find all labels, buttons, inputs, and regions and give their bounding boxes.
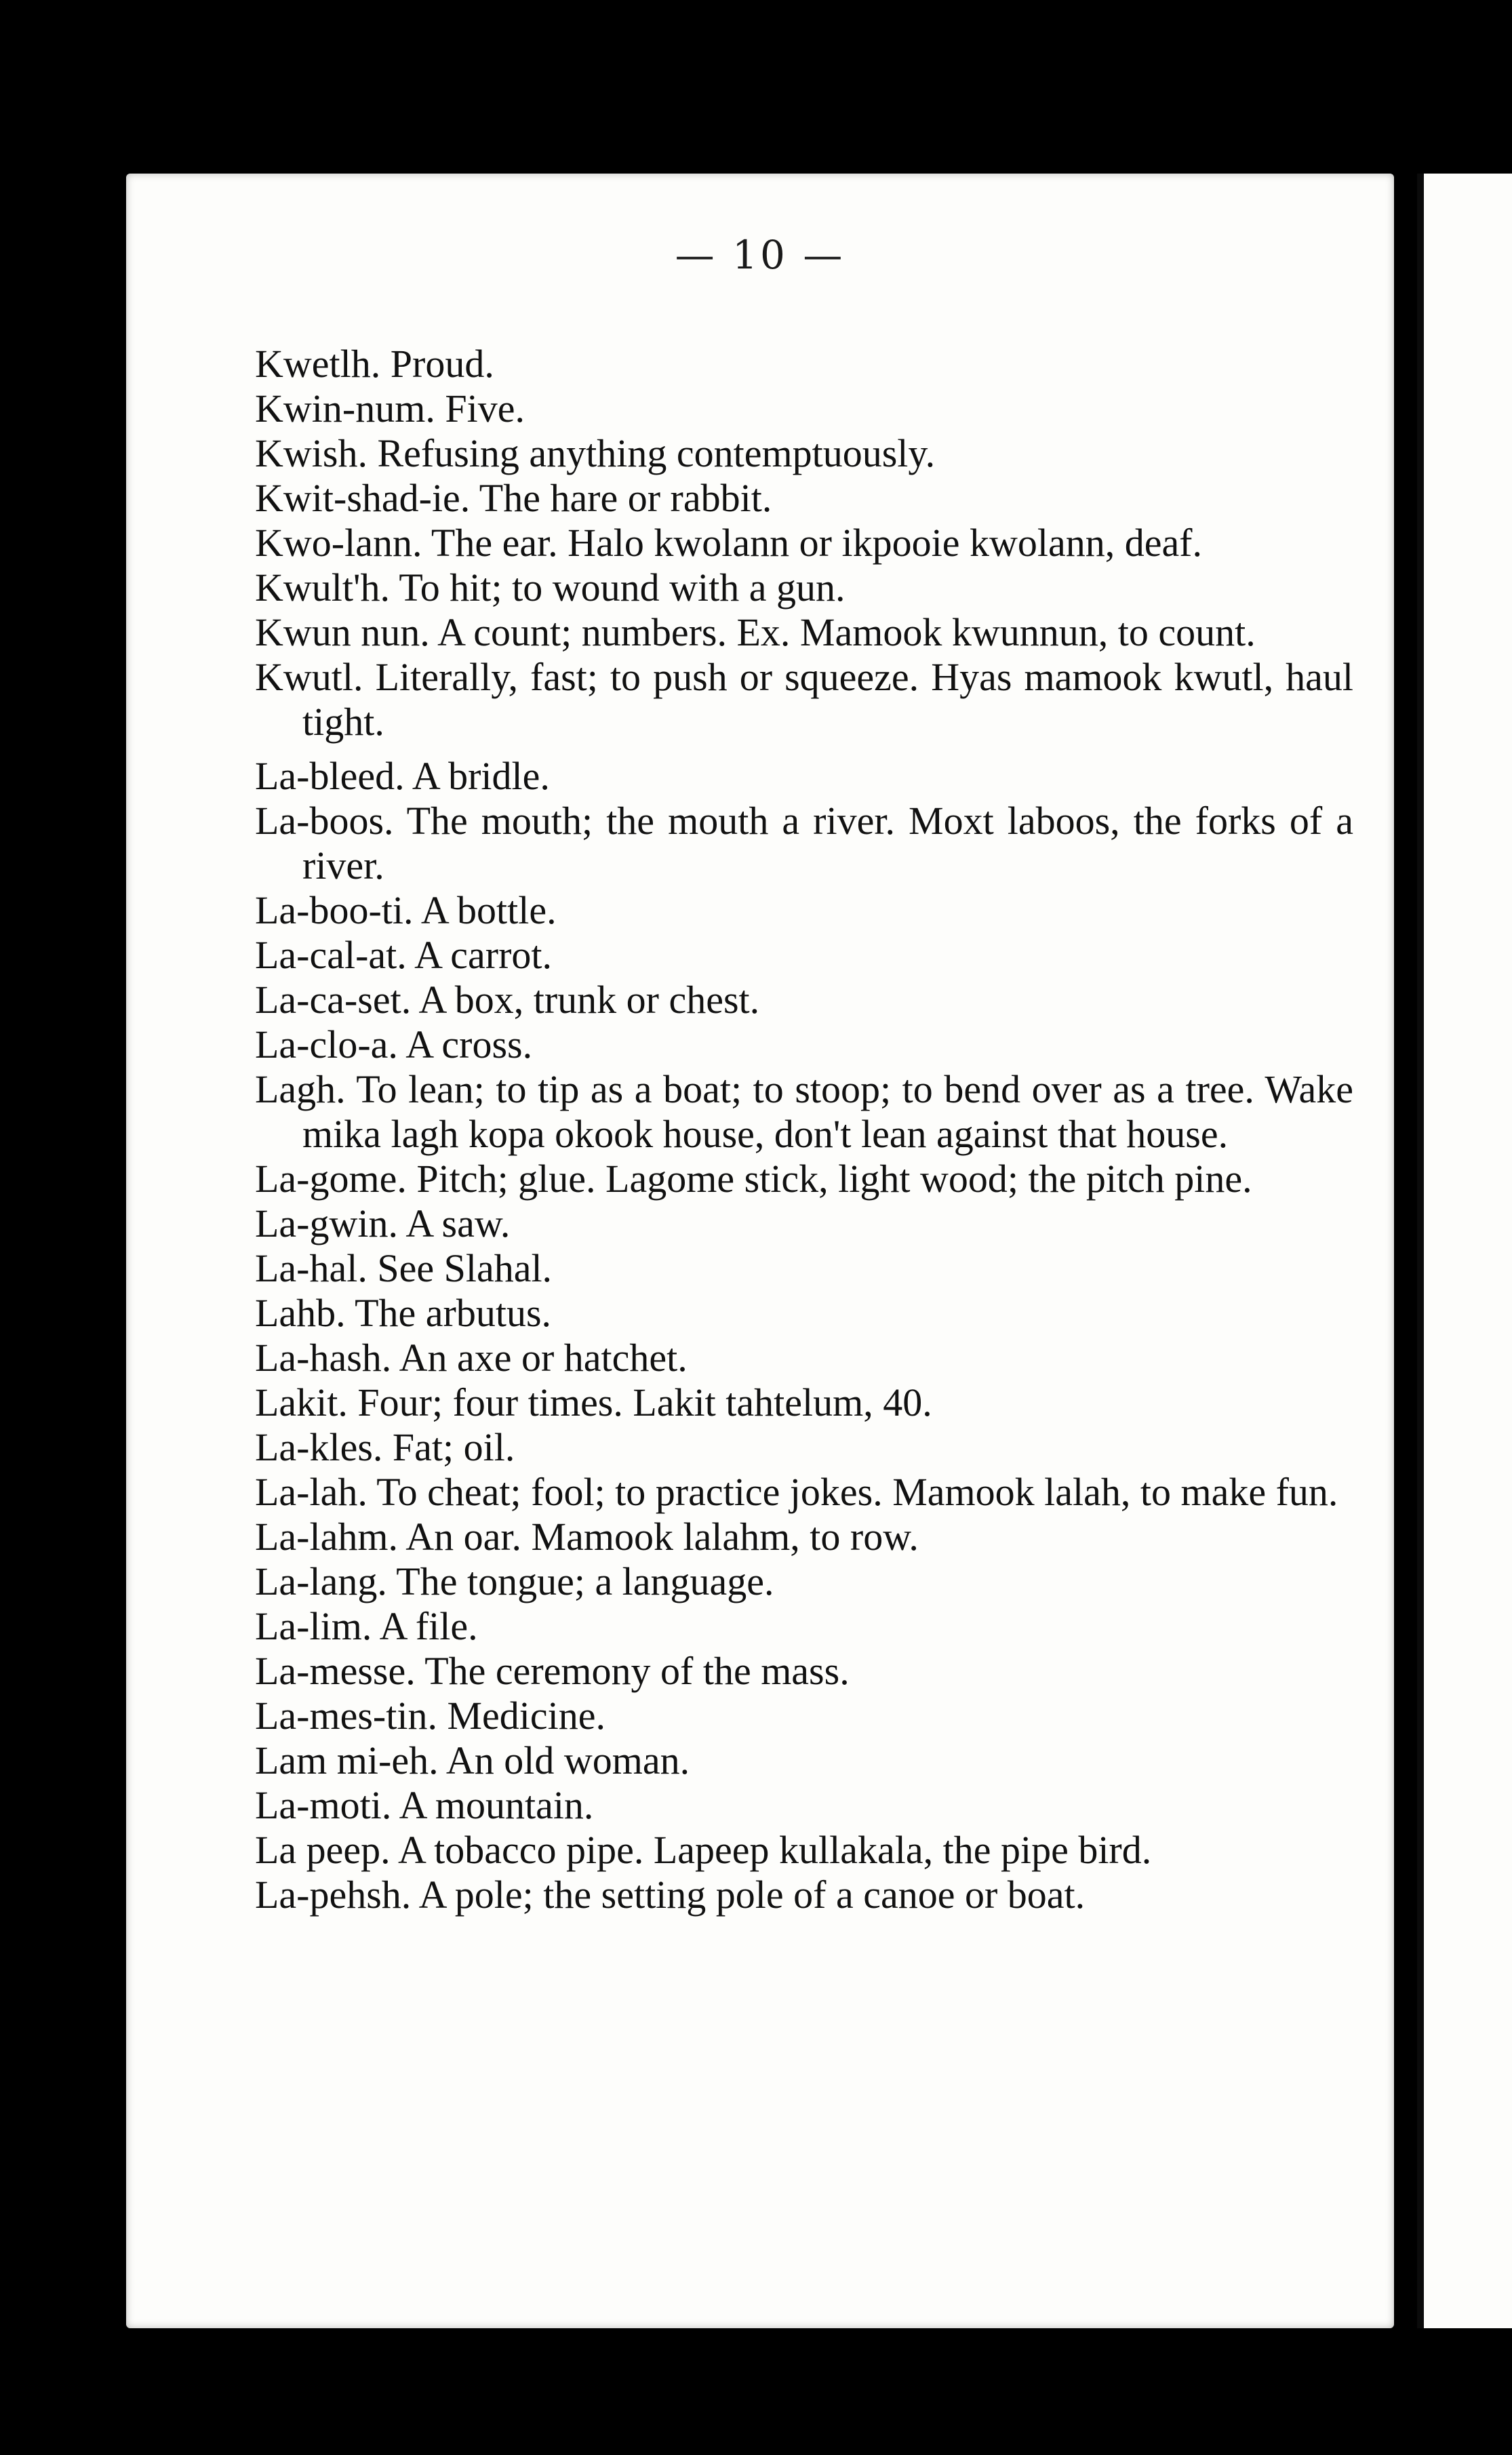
dictionary-entry bbox=[255, 1470, 1353, 1515]
dictionary-entry bbox=[255, 1649, 1353, 1694]
entry-headword: Kwutl. bbox=[255, 655, 363, 699]
entry-definition: A pole; the setting pole of a canoe or boat. bbox=[418, 1873, 1086, 1917]
entry-headword: La-gwin. bbox=[255, 1201, 398, 1245]
entry-headword: La-kles. bbox=[255, 1425, 383, 1469]
entry-definition: Five. bbox=[445, 386, 525, 431]
entry-definition: Proud. bbox=[390, 342, 494, 386]
dictionary-entry bbox=[255, 1783, 1353, 1828]
dictionary-entry bbox=[255, 1738, 1353, 1783]
entry-definition: The tongue; a language. bbox=[396, 1559, 774, 1603]
entry-definition: A carrot. bbox=[414, 933, 552, 977]
entry-headword: La-ca-set. bbox=[255, 978, 412, 1022]
entry-headword: La peep. bbox=[255, 1828, 391, 1872]
entry-headword: Kwetlh. bbox=[255, 342, 381, 386]
dictionary-entry bbox=[255, 431, 1353, 476]
entry-definition: Fat; oil. bbox=[392, 1425, 515, 1469]
entry-definition: An axe or hatchet. bbox=[399, 1336, 688, 1380]
entry-definition: Medicine. bbox=[447, 1694, 605, 1738]
dictionary-entry bbox=[255, 978, 1353, 1022]
entry-definition: Literally, fast; to push or squeeze. Hyas mamook kwutl, haul tight. bbox=[302, 655, 1354, 744]
dictionary-entry bbox=[255, 1559, 1353, 1604]
entry-headword: La-hal. bbox=[255, 1246, 367, 1290]
dictionary-entry bbox=[255, 1157, 1353, 1201]
entry-definition: The hare or rabbit. bbox=[479, 476, 772, 520]
entry-headword: Lam mi-eh. bbox=[255, 1738, 439, 1782]
dictionary-entry bbox=[255, 1604, 1353, 1649]
entry-definition: A bottle. bbox=[420, 888, 557, 932]
entry-definition: The mouth; the mouth a river. Moxt laboos, the forks of a river. bbox=[302, 799, 1354, 887]
dictionary-entry bbox=[255, 1380, 1353, 1425]
entry-headword: La-cal-at. bbox=[255, 933, 407, 977]
dictionary-entry bbox=[255, 933, 1353, 978]
dictionary-entry bbox=[255, 521, 1353, 565]
entry-definition: A saw. bbox=[405, 1201, 511, 1245]
entry-definition: The ceremony of the mass. bbox=[424, 1649, 850, 1693]
dictionary-entry bbox=[255, 754, 1353, 799]
entry-headword: Kwun nun. bbox=[255, 610, 430, 654]
book-page bbox=[126, 174, 1394, 2328]
entry-headword: La-boo-ti. bbox=[255, 888, 414, 932]
entry-definition: A tobacco pipe. Lapeep kullakala, the pipe bird. bbox=[397, 1828, 1152, 1872]
dictionary-entry bbox=[255, 1336, 1353, 1380]
entry-headword: La-clo-a. bbox=[255, 1022, 398, 1066]
entry-definition: The arbutus. bbox=[355, 1291, 552, 1335]
entry-definition: See Slahal. bbox=[377, 1246, 553, 1290]
entry-headword: Kwult'h. bbox=[255, 565, 390, 610]
entry-definition: To cheat; fool; to practice jokes. Mamook lalah, to make fun. bbox=[376, 1470, 1338, 1514]
entry-headword: Kwit-shad-ie. bbox=[255, 476, 471, 520]
dictionary-entry bbox=[255, 386, 1353, 431]
dictionary-entry bbox=[255, 1828, 1353, 1873]
entry-definition: A mountain. bbox=[399, 1783, 594, 1827]
entry-definition: A cross. bbox=[405, 1022, 533, 1066]
entry-definition: A count; numbers. Ex. Mamook kwunnun, to count. bbox=[437, 610, 1256, 654]
dictionary-entry bbox=[255, 1067, 1353, 1157]
entry-definition: Refusing anything contemptuously. bbox=[377, 431, 936, 475]
entry-headword: Kwish. bbox=[255, 431, 367, 475]
entry-headword: La-bleed. bbox=[255, 754, 405, 798]
adjacent-page-edge bbox=[1417, 174, 1512, 2328]
entry-headword: La-lim. bbox=[255, 1604, 372, 1648]
entry-definition: A file. bbox=[379, 1604, 478, 1648]
entry-headword: La-lahm. bbox=[255, 1515, 398, 1559]
dictionary-entry bbox=[255, 476, 1353, 521]
dictionary-entry bbox=[255, 888, 1353, 933]
dictionary-entry bbox=[255, 1201, 1353, 1246]
dictionary-entry bbox=[255, 1246, 1353, 1291]
entry-headword: La-hash. bbox=[255, 1336, 392, 1380]
entry-headword: La-moti. bbox=[255, 1783, 392, 1827]
entry-definition: A box, trunk or chest. bbox=[418, 978, 760, 1022]
dictionary-entry bbox=[255, 1694, 1353, 1738]
dictionary-entry bbox=[255, 1515, 1353, 1559]
dictionary-entry bbox=[255, 610, 1353, 655]
dictionary-entry bbox=[255, 565, 1353, 610]
dictionary-entry bbox=[255, 655, 1353, 744]
entry-headword: Lagh. bbox=[255, 1067, 346, 1111]
entry-definition: The ear. Halo kwolann or ikpooie kwolann, deaf. bbox=[431, 521, 1202, 565]
entry-headword: La-pehsh. bbox=[255, 1873, 412, 1917]
entry-headword: La-mes-tin. bbox=[255, 1694, 437, 1738]
dictionary-entry bbox=[255, 342, 1353, 386]
dictionary-entry bbox=[255, 1873, 1353, 1917]
entry-headword: Kwo-lann. bbox=[255, 521, 422, 565]
dictionary-entries bbox=[255, 342, 1353, 1917]
entry-headword: La-lah. bbox=[255, 1470, 367, 1514]
entry-headword: Lakit. bbox=[255, 1380, 348, 1424]
entry-definition: Four; four times. Lakit tahtelum, 40. bbox=[357, 1380, 932, 1424]
entry-headword: La-gome. bbox=[255, 1157, 407, 1201]
entry-definition: An oar. Mamook lalahm, to row. bbox=[405, 1515, 919, 1559]
dictionary-entry bbox=[255, 1425, 1353, 1470]
entry-headword: La-lang. bbox=[255, 1559, 387, 1603]
entry-definition: A bridle. bbox=[412, 754, 550, 798]
dictionary-entry bbox=[255, 799, 1353, 888]
entry-definition: Pitch; glue. Lagome stick, light wood; the pitch pine. bbox=[416, 1157, 1252, 1201]
entry-headword: Kwin-num. bbox=[255, 386, 435, 431]
entry-headword: La-messe. bbox=[255, 1649, 416, 1693]
entry-headword: La-boos. bbox=[255, 799, 394, 843]
dictionary-entry bbox=[255, 1022, 1353, 1067]
dictionary-entry bbox=[255, 1291, 1353, 1336]
entry-definition: To lean; to tip as a boat; to stoop; to bend over as a tree. Wake mika lagh kopa okook house, don't lean against that house. bbox=[302, 1067, 1354, 1156]
entry-definition: To hit; to wound with a gun. bbox=[399, 565, 845, 610]
entry-headword: Lahb. bbox=[255, 1291, 346, 1335]
page-number: — 10 — bbox=[675, 232, 845, 278]
entry-definition: An old woman. bbox=[445, 1738, 690, 1782]
